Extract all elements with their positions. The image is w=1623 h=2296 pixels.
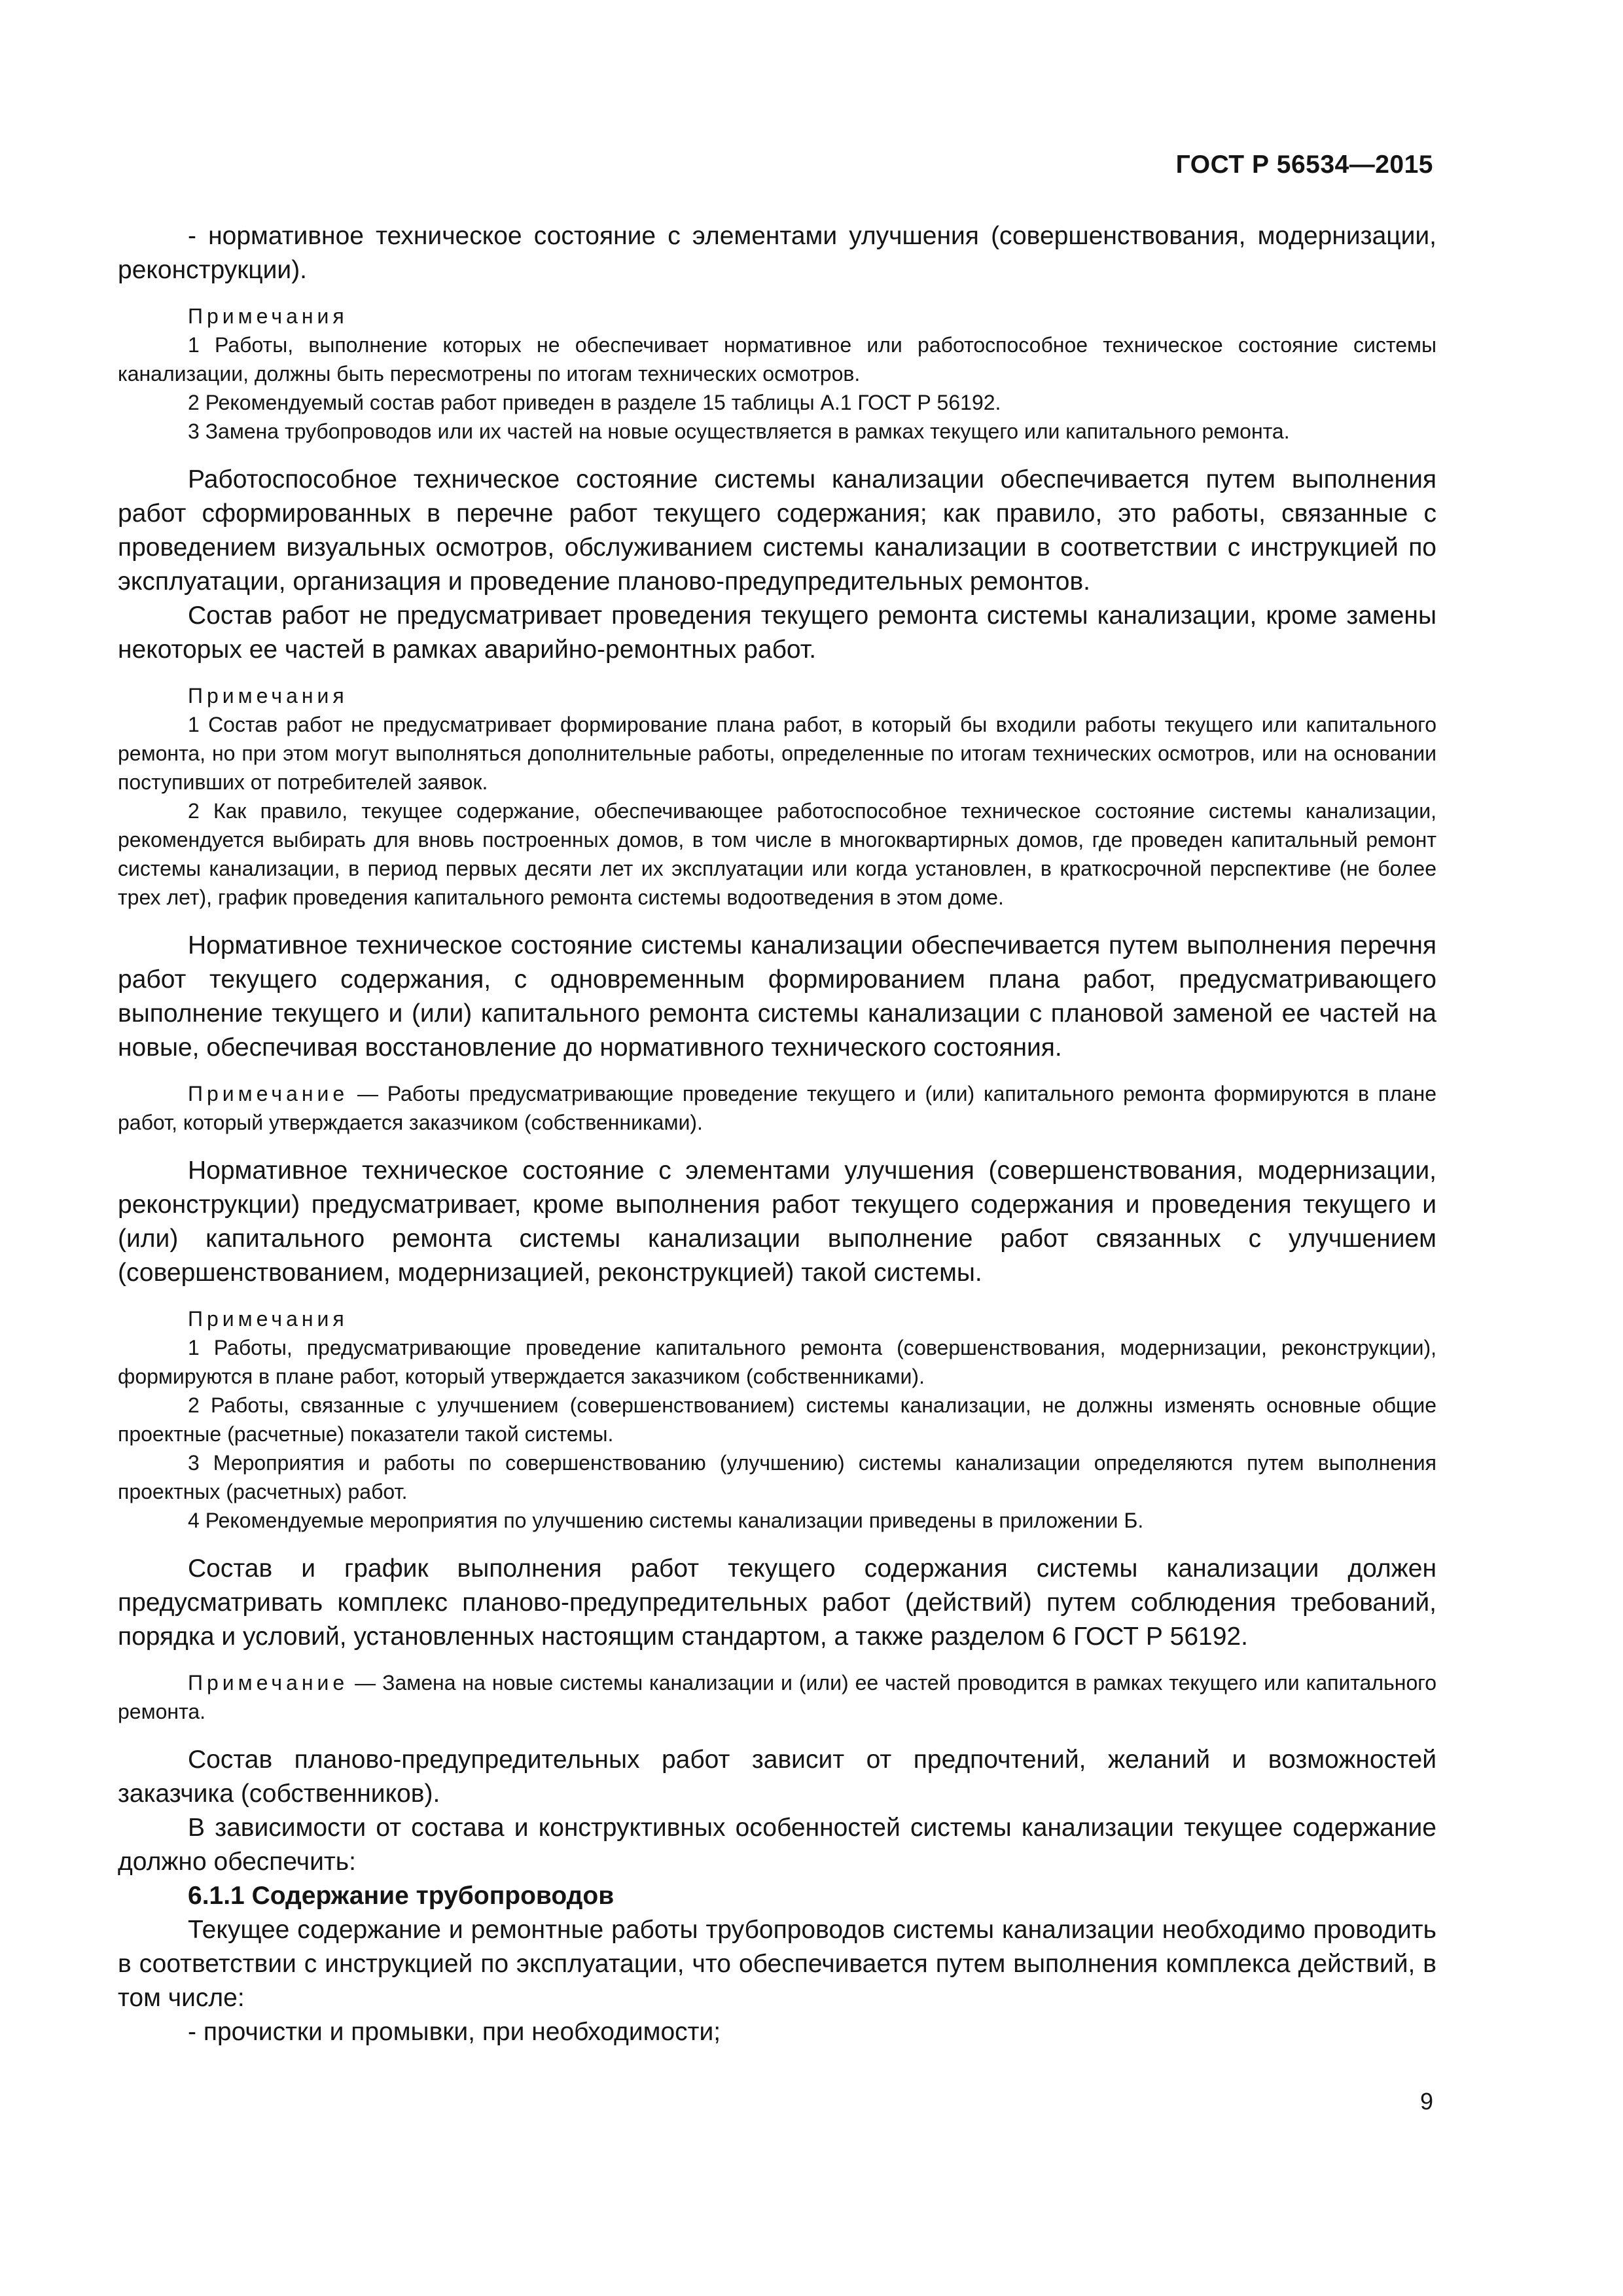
document-code-header: ГОСТ Р 56534—2015	[1175, 151, 1433, 179]
note-block	[118, 1079, 1436, 1137]
note-block	[118, 302, 1436, 446]
note-item: 3 Мероприятия и работы по совершенствованию (улучшению) системы канализации определяются путем выполнения проектных (расчетных) работ.	[118, 1451, 1436, 1503]
note-inline	[118, 1668, 1436, 1726]
page-content	[118, 219, 1436, 2049]
paragraph: Нормативное техническое состояние системы канализации обеспечивается путем выполнения перечня работ текущего содержания, с одновременным формированием плана работ, предусматривающего выполнение текущего и (или) капитального ремонта системы канализации с плановой заменой ее частей на новые, обеспечивая восстановление до нормативного технического состояния.	[118, 931, 1436, 1062]
page-number: 9	[1419, 2088, 1433, 2115]
note-label: Примечание	[188, 1082, 349, 1105]
note-item: 1 Работы, выполнение которых не обеспечивает нормативное или работоспособное техническое состояние системы канализации, должны быть пересмотрены по итогам технических осмотров.	[118, 333, 1436, 386]
note-title: Примечания	[188, 1307, 348, 1331]
note-item: 1 Состав работ не предусматривает формирование плана работ, в который бы входили работы текущего или капитального ремонта, но при этом могут выполняться дополнительные работы, определенные по итогам технических осмотров, или на основании поступивших от потребителей заявок.	[118, 713, 1436, 794]
note-inline	[118, 1079, 1436, 1137]
paragraph: - нормативное техническое состояние с элементами улучшения (совершенствования, модернизации, реконструкции).	[118, 222, 1436, 284]
note-item: 2 Работы, связанные с улучшением (совершенствованием) системы канализации, не должны изменять основные общие проектные (расчетные) показатели такой системы.	[118, 1393, 1436, 1446]
note-item: 4 Рекомендуемые мероприятия по улучшению системы канализации приведены в приложении Б.	[188, 1509, 1144, 1532]
paragraph: - прочистки и промывки, при необходимости;	[188, 2018, 721, 2046]
note-title: Примечания	[188, 304, 348, 328]
note-label: Примечание	[188, 1671, 349, 1695]
paragraph: Состав и график выполнения работ текущего содержания системы канализации должен предусматривать комплекс планово-предупредительных работ (действий) путем соблюдения требований, порядка и условий, установленных настоящим стандартом, а также разделом 6 ГОСТ Р 56192.	[118, 1554, 1436, 1651]
note-item: 3 Замена трубопроводов или их частей на новые осуществляется в рамках текущего или капитального ремонта.	[188, 420, 1290, 443]
paragraph: Работоспособное техническое состояние системы канализации обеспечивается путем выполнения работ сформированных в перечне работ текущего содержания; как правило, это работы, связанные с проведением визуальных осмотров, обслуживанием системы канализации в соответствии с инструкцией по эксплуатации, организация и проведение планово-предупредительных ремонтов.	[118, 465, 1436, 596]
note-item: 2 Рекомендуемый состав работ приведен в разделе 15 таблицы А.1 ГОСТ Р 56192.	[188, 391, 1001, 414]
note-item: 1 Работы, предусматривающие проведение капитального ремонта (совершенствования, модернизации, реконструкции), формируются в плане работ, который утверждается заказчиком (собственниками).	[118, 1336, 1436, 1388]
note-block	[118, 1304, 1436, 1535]
note-text: — Замена на новые системы канализации и (или) ее частей проводится в рамках текущего или капитального ремонта.	[118, 1671, 1436, 1723]
note-text: — Работы предусматривающие проведение текущего и (или) капитального ремонта формируются в плане работ, который утверждается заказчиком (собственниками).	[118, 1082, 1436, 1134]
section-heading: 6.1.1 Содержание трубопроводов	[188, 1882, 615, 1910]
paragraph: В зависимости от состава и конструктивных особенностей системы канализации текущее содержание должно обеспечить:	[118, 1814, 1436, 1876]
note-item: 2 Как правило, текущее содержание, обеспечивающее работоспособное техническое состояние системы канализации, рекомендуется выбирать для вновь построенных домов, в том числе в многоквартирных домов, где проведен капитальный ремонт системы канализации, в период первых десяти лет их эксплуатации или когда установлен, в краткосрочной перспективе (не более трех лет), график проведения капитального ремонта системы водоотведения в этом доме.	[118, 799, 1436, 909]
paragraph: Состав планово-предупредительных работ зависит от предпочтений, желаний и возможностей заказчика (собственников).	[118, 1746, 1436, 1808]
note-block	[118, 681, 1436, 912]
note-title: Примечания	[188, 684, 348, 708]
paragraph: Текущее содержание и ремонтные работы трубопроводов системы канализации необходимо проводить в соответствии с инструкцией по эксплуатации, что обеспечивается путем выполнения комплекса действий, в том числе:	[118, 1916, 1436, 2012]
paragraph: Нормативное техническое состояние с элементами улучшения (совершенствования, модернизации, реконструкции) предусматривает, кроме выполнения работ текущего содержания и проведения текущего и (или) капитального ремонта системы канализации выполнение работ связанных с улучшением (совершенствованием, модернизацией, реконструкцией) такой системы.	[118, 1157, 1436, 1287]
paragraph: Состав работ не предусматривает проведения текущего ремонта системы канализации, кроме замены некоторых ее частей в рамках аварийно-ремонтных работ.	[118, 601, 1436, 664]
note-block	[118, 1668, 1436, 1726]
